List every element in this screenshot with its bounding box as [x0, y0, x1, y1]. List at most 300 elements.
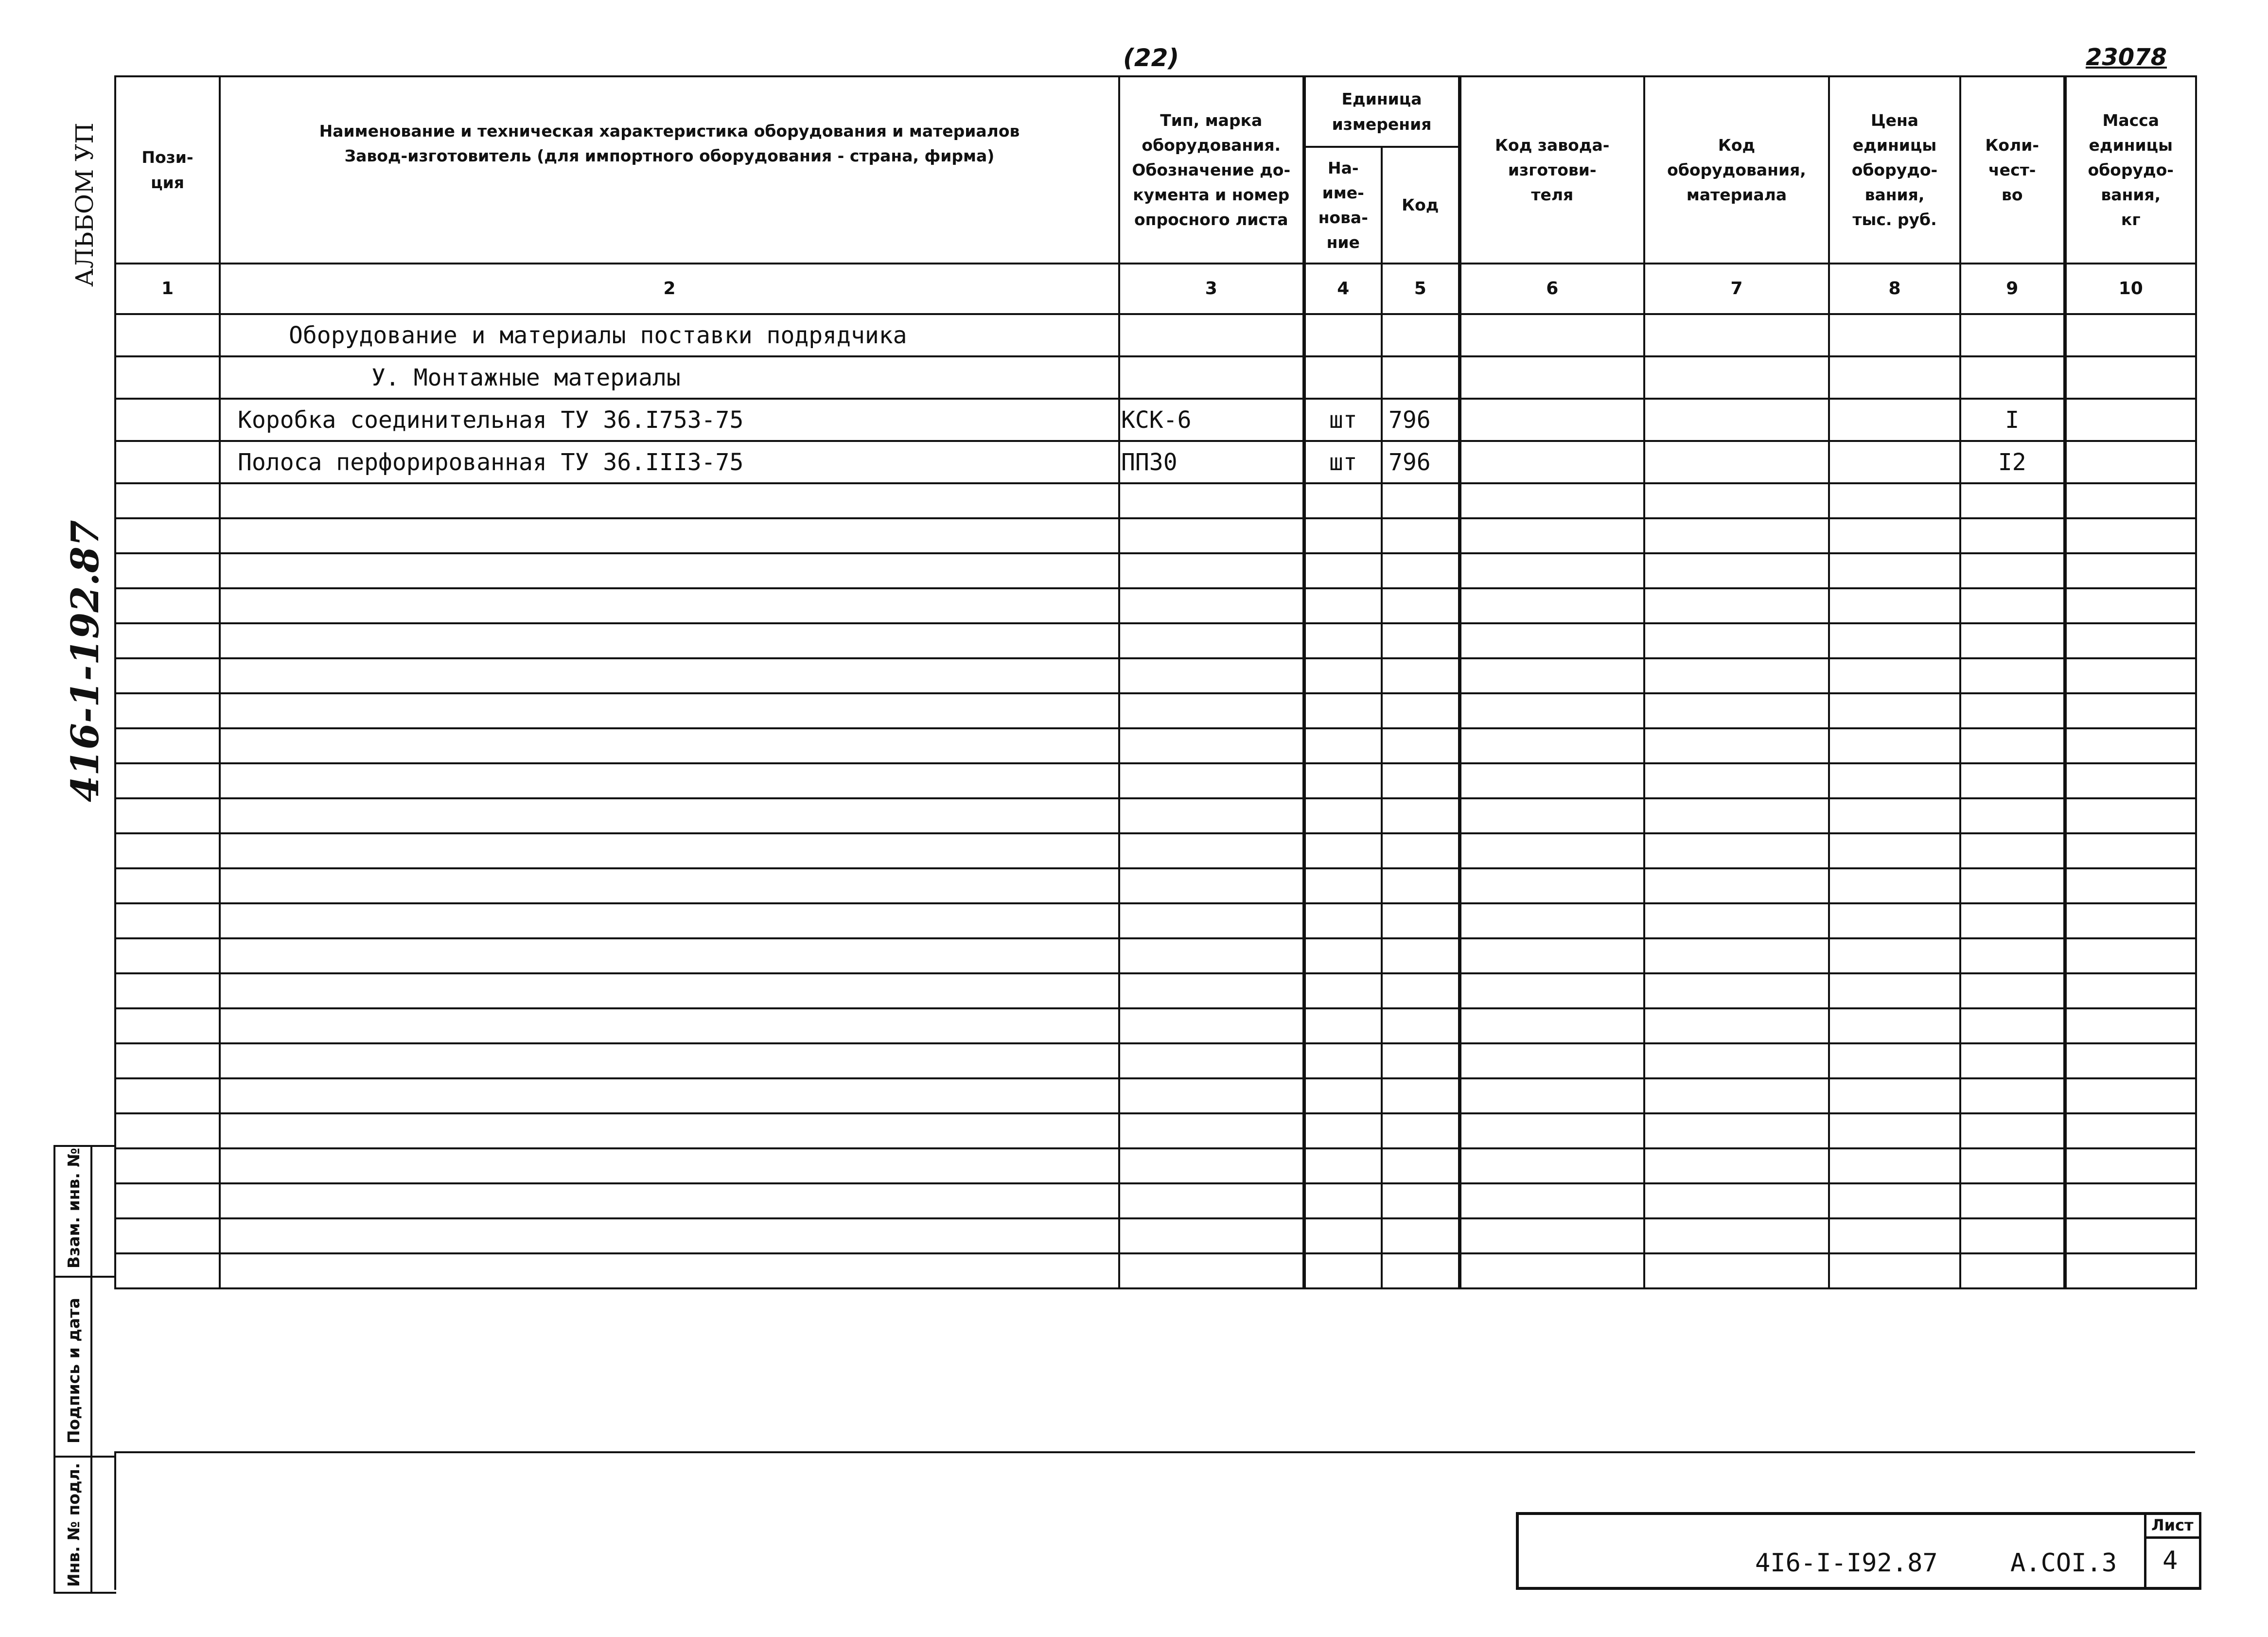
album-label: АЛЬБОМ УП — [70, 123, 99, 287]
col-number: 1 — [115, 264, 220, 314]
cell-type — [1119, 833, 1304, 868]
cell-equipment-code — [1644, 483, 1829, 518]
cell-equipment-code — [1644, 1183, 1829, 1218]
cell-unit — [1304, 728, 1382, 763]
header-price: Цена единицы оборудо- вания, тыс. руб. — [1829, 76, 1960, 264]
header-equipment-code: Код оборудования, материала — [1644, 76, 1829, 264]
cell-equipment-code — [1644, 1008, 1829, 1043]
table-row — [115, 399, 2196, 441]
cell-price — [1829, 1183, 1960, 1218]
cell-quantity — [1960, 588, 2065, 623]
cell-mass — [2065, 973, 2196, 1008]
table-row-empty — [115, 693, 2196, 728]
cell-equipment-code — [1644, 658, 1829, 693]
cell-mass — [2065, 314, 2196, 356]
cell-name — [220, 868, 1119, 903]
cell-name — [220, 1078, 1119, 1113]
cell-unit-code — [1382, 1148, 1459, 1183]
cell-price — [1829, 798, 1960, 833]
cell-mass — [2065, 938, 2196, 973]
cell-position — [115, 623, 220, 658]
cell-unit — [1304, 658, 1382, 693]
cell-unit — [1304, 903, 1382, 938]
cell-equipment-code — [1644, 1078, 1829, 1113]
cell-equipment-code — [1644, 833, 1829, 868]
col-number: 8 — [1829, 264, 1960, 314]
cell-mass — [2065, 658, 2196, 693]
cell-price — [1829, 399, 1960, 441]
table-row-empty — [115, 798, 2196, 833]
cell-name — [220, 658, 1119, 693]
cell-unit: шт — [1304, 399, 1382, 441]
cell-equipment-code — [1644, 1218, 1829, 1253]
cell-mass — [2065, 356, 2196, 399]
cell-position — [115, 798, 220, 833]
cell-name: Полоса перфорированная ТУ 36.III3-75 — [220, 441, 1119, 483]
table-row-empty — [115, 553, 2196, 588]
cell-factory-code — [1459, 798, 1644, 833]
cell-equipment-code — [1644, 1113, 1829, 1148]
table-row-empty — [115, 938, 2196, 973]
cell-quantity — [1960, 314, 2065, 356]
cell-equipment-code — [1644, 763, 1829, 798]
cell-unit-code — [1382, 1078, 1459, 1113]
cell-unit — [1304, 518, 1382, 553]
cell-name — [220, 1218, 1119, 1253]
cell-mass — [2065, 1253, 2196, 1288]
cell-type — [1119, 938, 1304, 973]
cell-type — [1119, 868, 1304, 903]
cell-name: У. Монтажные материалы — [220, 356, 1119, 399]
table-row-empty — [115, 518, 2196, 553]
col-number: 4 — [1304, 264, 1382, 314]
cell-price — [1829, 728, 1960, 763]
cell-position — [115, 588, 220, 623]
table-row-empty — [115, 1148, 2196, 1183]
cell-name — [220, 1183, 1119, 1218]
cell-equipment-code — [1644, 798, 1829, 833]
approval-stamp — [53, 1145, 116, 1594]
cell-equipment-code — [1644, 1043, 1829, 1078]
cell-mass — [2065, 1043, 2196, 1078]
col-number: 6 — [1459, 264, 1644, 314]
cell-equipment-code — [1644, 553, 1829, 588]
cell-factory-code — [1459, 588, 1644, 623]
cell-quantity — [1960, 798, 2065, 833]
cell-equipment-code — [1644, 314, 1829, 356]
cell-equipment-code — [1644, 518, 1829, 553]
cell-price — [1829, 518, 1960, 553]
cell-unit — [1304, 1113, 1382, 1148]
cell-type — [1119, 728, 1304, 763]
cell-quantity — [1960, 1183, 2065, 1218]
cell-unit — [1304, 483, 1382, 518]
cell-factory-code — [1459, 1078, 1644, 1113]
cell-equipment-code — [1644, 973, 1829, 1008]
cell-equipment-code — [1644, 693, 1829, 728]
cell-quantity — [1960, 728, 2065, 763]
document-suffix: А.СОI.3 — [2010, 1549, 2117, 1578]
stamp-column-line — [90, 1147, 92, 1592]
document-code: 4I6-I-I92.87 — [1755, 1549, 1938, 1578]
cell-type — [1119, 623, 1304, 658]
cell-unit-code — [1382, 798, 1459, 833]
cell-unit-code — [1382, 1113, 1459, 1148]
cell-factory-code — [1459, 833, 1644, 868]
cell-unit — [1304, 693, 1382, 728]
header-mass: Масса единицы оборудо- вания, кг — [2065, 76, 2196, 264]
table-row-empty — [115, 833, 2196, 868]
sheet-number: 4 — [2163, 1546, 2178, 1575]
table-row-empty — [115, 763, 2196, 798]
cell-mass — [2065, 399, 2196, 441]
cell-type — [1119, 1253, 1304, 1288]
cell-quantity — [1960, 938, 2065, 973]
cell-name — [220, 1008, 1119, 1043]
handwritten-doc-number: 416-1-192.87 — [63, 520, 107, 802]
table-row-empty — [115, 658, 2196, 693]
cell-name — [220, 938, 1119, 973]
cell-factory-code — [1459, 658, 1644, 693]
cell-price — [1829, 658, 1960, 693]
cell-unit-code — [1382, 833, 1459, 868]
cell-quantity — [1960, 483, 2065, 518]
cell-unit — [1304, 1253, 1382, 1288]
cell-mass — [2065, 903, 2196, 938]
archive-code: 23078 — [2086, 44, 2167, 71]
cell-factory-code — [1459, 938, 1644, 973]
cell-price — [1829, 441, 1960, 483]
cell-price — [1829, 1078, 1960, 1113]
cell-position — [115, 518, 220, 553]
cell-name: Коробка соединительная ТУ 36.I753-75 — [220, 399, 1119, 441]
cell-equipment-code — [1644, 728, 1829, 763]
cell-position — [115, 1148, 220, 1183]
cell-equipment-code — [1644, 1253, 1829, 1288]
cell-price — [1829, 868, 1960, 903]
cell-quantity — [1960, 1113, 2065, 1148]
cell-position — [115, 693, 220, 728]
cell-price — [1829, 1043, 1960, 1078]
cell-equipment-code — [1644, 623, 1829, 658]
cell-type — [1119, 658, 1304, 693]
col-number: 3 — [1119, 264, 1304, 314]
cell-factory-code — [1459, 728, 1644, 763]
cell-factory-code — [1459, 1148, 1644, 1183]
cell-quantity — [1960, 693, 2065, 728]
cell-quantity — [1960, 868, 2065, 903]
cell-unit-code — [1382, 314, 1459, 356]
cell-quantity — [1960, 658, 2065, 693]
cell-unit-code — [1382, 1218, 1459, 1253]
cell-factory-code — [1459, 1008, 1644, 1043]
cell-type — [1119, 553, 1304, 588]
table-row-empty — [115, 1078, 2196, 1113]
cell-mass — [2065, 1148, 2196, 1183]
specification-table — [114, 75, 2197, 1289]
cell-price — [1829, 483, 1960, 518]
cell-position — [115, 903, 220, 938]
table-row-empty — [115, 1253, 2196, 1288]
cell-unit — [1304, 1008, 1382, 1043]
cell-quantity — [1960, 1008, 2065, 1043]
cell-unit-code — [1382, 1183, 1459, 1218]
cell-type — [1119, 1218, 1304, 1253]
cell-position — [115, 763, 220, 798]
cell-position — [115, 728, 220, 763]
cell-type — [1119, 1113, 1304, 1148]
cell-unit — [1304, 763, 1382, 798]
cell-type — [1119, 903, 1304, 938]
cell-unit — [1304, 1183, 1382, 1218]
cell-unit-code — [1382, 1253, 1459, 1288]
cell-mass — [2065, 1078, 2196, 1113]
table-row — [115, 356, 2196, 399]
cell-mass — [2065, 1218, 2196, 1253]
table-row-empty — [115, 1218, 2196, 1253]
cell-unit-code — [1382, 553, 1459, 588]
cell-type: КСК-6 — [1119, 399, 1304, 441]
cell-unit — [1304, 1043, 1382, 1078]
cell-equipment-code — [1644, 868, 1829, 903]
cell-name — [220, 903, 1119, 938]
table-row-empty — [115, 728, 2196, 763]
cell-type — [1119, 588, 1304, 623]
cell-factory-code — [1459, 483, 1644, 518]
cell-unit-code — [1382, 763, 1459, 798]
cell-name — [220, 1043, 1119, 1078]
cell-price — [1829, 1008, 1960, 1043]
table-row-empty — [115, 1113, 2196, 1148]
header-unit-name: На- име- нова- ние — [1304, 147, 1382, 264]
cell-equipment-code — [1644, 1148, 1829, 1183]
cell-factory-code — [1459, 553, 1644, 588]
table-row-empty — [115, 903, 2196, 938]
header-factory-code: Код завода- изготови- теля — [1459, 76, 1644, 264]
col-number: 10 — [2065, 264, 2196, 314]
cell-name — [220, 833, 1119, 868]
col-number: 7 — [1644, 264, 1829, 314]
cell-unit: шт — [1304, 441, 1382, 483]
cell-name — [220, 518, 1119, 553]
table-row-empty — [115, 1043, 2196, 1078]
cell-quantity — [1960, 833, 2065, 868]
cell-position — [115, 833, 220, 868]
cell-type — [1119, 693, 1304, 728]
stamp-label-inventory: Инв. № подл. — [64, 1462, 83, 1587]
cell-quantity — [1960, 1148, 2065, 1183]
cell-quantity — [1960, 903, 2065, 938]
cell-position — [115, 1078, 220, 1113]
cell-mass — [2065, 833, 2196, 868]
cell-position — [115, 553, 220, 588]
cell-position — [115, 938, 220, 973]
cell-unit — [1304, 938, 1382, 973]
cell-price — [1829, 1113, 1960, 1148]
cell-mass — [2065, 868, 2196, 903]
cell-unit — [1304, 1148, 1382, 1183]
cell-position — [115, 1183, 220, 1218]
cell-unit-code: 796 — [1382, 399, 1459, 441]
cell-equipment-code — [1644, 399, 1829, 441]
cell-name: Оборудование и материалы поставки подрядчика — [220, 314, 1119, 356]
table-row — [115, 314, 2196, 356]
cell-factory-code — [1459, 1183, 1644, 1218]
cell-factory-code — [1459, 1253, 1644, 1288]
cell-unit-code — [1382, 868, 1459, 903]
page-number-mark: (22) — [1123, 44, 1179, 72]
table-row-empty — [115, 483, 2196, 518]
cell-factory-code — [1459, 763, 1644, 798]
cell-factory-code — [1459, 1113, 1644, 1148]
cell-factory-code — [1459, 314, 1644, 356]
cell-price — [1829, 588, 1960, 623]
cell-price — [1829, 833, 1960, 868]
cell-position — [115, 356, 220, 399]
header-unit-group: Единица измерения — [1304, 76, 1459, 147]
cell-name — [220, 693, 1119, 728]
cell-type — [1119, 483, 1304, 518]
table-row-empty — [115, 1183, 2196, 1218]
cell-mass — [2065, 1183, 2196, 1218]
cell-name — [220, 553, 1119, 588]
stamp-label-replacement: Взам. инв. № — [64, 1147, 83, 1268]
cell-factory-code — [1459, 973, 1644, 1008]
cell-name — [220, 1148, 1119, 1183]
cell-price — [1829, 938, 1960, 973]
cell-name — [220, 623, 1119, 658]
sheet-divider — [2144, 1536, 2201, 1539]
cell-unit-code — [1382, 938, 1459, 973]
cell-unit — [1304, 356, 1382, 399]
cell-position — [115, 658, 220, 693]
cell-unit-code: 796 — [1382, 441, 1459, 483]
cell-type — [1119, 314, 1304, 356]
cell-position — [115, 973, 220, 1008]
cell-equipment-code — [1644, 588, 1829, 623]
cell-name — [220, 588, 1119, 623]
cell-unit-code — [1382, 356, 1459, 399]
cell-equipment-code — [1644, 938, 1829, 973]
cell-name — [220, 728, 1119, 763]
frame-left-edge — [114, 1451, 116, 1590]
cell-quantity — [1960, 1043, 2065, 1078]
cell-price — [1829, 356, 1960, 399]
cell-unit-code — [1382, 903, 1459, 938]
cell-unit — [1304, 973, 1382, 1008]
cell-quantity — [1960, 623, 2065, 658]
cell-position — [115, 868, 220, 903]
header-position: Пози- ция — [115, 76, 220, 264]
stamp-label-signature: Подпись и дата — [64, 1298, 83, 1443]
cell-unit-code — [1382, 728, 1459, 763]
cell-position — [115, 314, 220, 356]
cell-type — [1119, 973, 1304, 1008]
cell-type — [1119, 1078, 1304, 1113]
cell-unit — [1304, 1078, 1382, 1113]
cell-unit — [1304, 553, 1382, 588]
cell-quantity: I2 — [1960, 441, 2065, 483]
cell-unit — [1304, 868, 1382, 903]
cell-position — [115, 1218, 220, 1253]
cell-position — [115, 441, 220, 483]
cell-price — [1829, 693, 1960, 728]
cell-name — [220, 763, 1119, 798]
cell-quantity — [1960, 518, 2065, 553]
cell-name — [220, 1253, 1119, 1288]
cell-mass — [2065, 1113, 2196, 1148]
cell-unit — [1304, 798, 1382, 833]
cell-factory-code — [1459, 399, 1644, 441]
cell-unit-code — [1382, 483, 1459, 518]
cell-unit — [1304, 588, 1382, 623]
cell-unit-code — [1382, 973, 1459, 1008]
cell-factory-code — [1459, 1218, 1644, 1253]
cell-position — [115, 1253, 220, 1288]
table-row — [115, 441, 2196, 483]
cell-mass — [2065, 518, 2196, 553]
sheet-label: Лист — [2151, 1516, 2194, 1534]
cell-equipment-code — [1644, 441, 1829, 483]
stamp-divider — [55, 1456, 116, 1458]
cell-position — [115, 1043, 220, 1078]
col-number: 2 — [220, 264, 1119, 314]
cell-position — [115, 1008, 220, 1043]
cell-name — [220, 1113, 1119, 1148]
cell-price — [1829, 1148, 1960, 1183]
cell-unit-code — [1382, 623, 1459, 658]
cell-type — [1119, 763, 1304, 798]
cell-unit — [1304, 623, 1382, 658]
cell-factory-code — [1459, 693, 1644, 728]
cell-price — [1829, 1218, 1960, 1253]
cell-price — [1829, 314, 1960, 356]
cell-unit — [1304, 314, 1382, 356]
cell-mass — [2065, 763, 2196, 798]
cell-factory-code — [1459, 623, 1644, 658]
cell-quantity — [1960, 553, 2065, 588]
cell-price — [1829, 903, 1960, 938]
cell-mass — [2065, 483, 2196, 518]
cell-mass — [2065, 441, 2196, 483]
table-row-empty — [115, 868, 2196, 903]
cell-equipment-code — [1644, 356, 1829, 399]
cell-mass — [2065, 1008, 2196, 1043]
cell-quantity — [1960, 763, 2065, 798]
cell-mass — [2065, 623, 2196, 658]
cell-type — [1119, 1148, 1304, 1183]
header-unit-code: Код — [1382, 147, 1459, 264]
cell-factory-code — [1459, 903, 1644, 938]
cell-unit-code — [1382, 588, 1459, 623]
cell-type — [1119, 518, 1304, 553]
cell-position — [115, 1113, 220, 1148]
cell-position — [115, 483, 220, 518]
cell-mass — [2065, 728, 2196, 763]
cell-price — [1829, 763, 1960, 798]
cell-mass — [2065, 693, 2196, 728]
cell-unit — [1304, 1218, 1382, 1253]
cell-quantity — [1960, 1218, 2065, 1253]
header-name: Наименование и техническая характеристика оборудования и материалов Завод-изготовитель (для импортного оборудования - страна, фирма) — [220, 76, 1119, 264]
cell-name — [220, 798, 1119, 833]
cell-unit-code — [1382, 693, 1459, 728]
cell-price — [1829, 553, 1960, 588]
cell-price — [1829, 973, 1960, 1008]
cell-quantity: I — [1960, 399, 2065, 441]
cell-quantity — [1960, 356, 2065, 399]
header-quantity: Коли- чест- во — [1960, 76, 2065, 264]
